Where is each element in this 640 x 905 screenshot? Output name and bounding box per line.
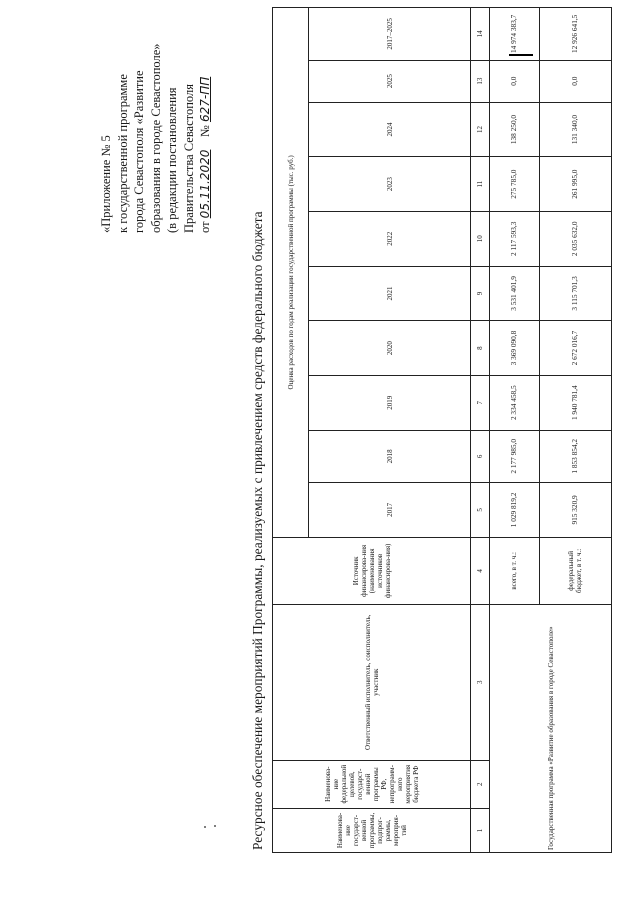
column-number: 3 [471, 604, 490, 760]
appendix-line: «Приложение № 5 [99, 135, 113, 233]
total-value: 2 117 593,3 [490, 211, 539, 266]
appendix-date-line [197, 13, 214, 233]
column-number: 2 [471, 760, 490, 808]
number-label: № [198, 125, 212, 138]
column-number: 12 [471, 102, 490, 157]
scan-speck [204, 826, 206, 828]
year-header: 2017–2025 [309, 8, 471, 61]
federal-value: 1 853 854,2 [539, 430, 611, 483]
year-header: 2019 [309, 375, 471, 430]
ot-label: от [198, 221, 212, 233]
column-number: 6 [471, 430, 490, 483]
year-header: 2021 [309, 266, 471, 321]
resource-table [272, 7, 612, 853]
federal-value: 1 940 781,4 [539, 375, 611, 430]
appendix-line: Правительства Севастополя [181, 84, 196, 233]
year-header: 2020 [309, 321, 471, 376]
year-header: 2018 [309, 430, 471, 483]
total-value: 2 177 985,0 [490, 430, 539, 483]
federal-value: 2 035 632,0 [539, 211, 611, 266]
federal-value: 3 115 701,3 [539, 266, 611, 321]
total-value: 2 334 458,5 [490, 375, 539, 430]
program-name: Государственная программа «Развитие образования в городе Севастополе» [546, 626, 555, 850]
total-value: 138 250,0 [490, 102, 539, 157]
federal-value: 131 340,0 [539, 102, 611, 157]
appendix-line: к государственной программе [115, 74, 130, 233]
federal-value: 261 995,0 [539, 157, 611, 212]
header-federal-program: Наименова-ние федеральной целевой, государст-венной программы РФ, непрограмм-ного мероприятия бюджета РФ [273, 760, 471, 808]
total-value: 1 029 819,2 [490, 483, 539, 538]
column-number: 9 [471, 266, 490, 321]
year-header: 2024 [309, 102, 471, 157]
column-number: 13 [471, 60, 490, 102]
column-number: 1 [471, 808, 490, 852]
federal-value: 12 926 641,5 [539, 8, 611, 61]
total-value: 275 785,0 [490, 157, 539, 212]
column-number: 5 [471, 483, 490, 538]
column-number: 10 [471, 211, 490, 266]
total-value: 0,0 [490, 60, 539, 102]
column-number: 11 [471, 157, 490, 212]
handwritten-date: 05.11.2020 [198, 149, 212, 219]
federal-value: 915 320,9 [539, 483, 611, 538]
federal-value: 2 672 016,7 [539, 321, 611, 376]
header-responsible: Ответственный исполнитель, соисполнитель, участник [273, 604, 471, 760]
total-value: 3 369 090,8 [490, 321, 539, 376]
year-header: 2017 [309, 483, 471, 538]
header-estimate: Оценка расходов по годам реализации государственной программы (тыс. руб.) [273, 8, 309, 538]
header-program-name: Наименова-ние государст-венной программы, подпрог-раммы, мероприя-тий [273, 808, 471, 852]
column-number: 8 [471, 321, 490, 376]
scan-speck [214, 825, 216, 827]
total-value: 3 531 401,9 [490, 266, 539, 321]
program-name-cell [490, 604, 612, 852]
document-heading: Ресурсное обеспечение мероприятий Программы, реализуемых с привлечением средств федерального бюджета [250, 211, 265, 850]
year-header: 2025 [309, 60, 471, 102]
appendix-line: (в редакции постановления [165, 87, 179, 233]
column-number: 14 [471, 8, 490, 61]
appendix-line: образования в городе Севастополе» [148, 43, 163, 233]
year-header: 2023 [309, 157, 471, 212]
appendix-line: города Севастополя «Развитие [132, 70, 146, 233]
appendix-block [98, 13, 214, 233]
year-header: 2022 [309, 211, 471, 266]
total-value: 14 974 383,7 [490, 8, 539, 61]
column-number: 7 [471, 375, 490, 430]
total-label: всего, в т. ч.: [490, 537, 539, 604]
handwritten-number: 627-ПП [198, 76, 212, 123]
federal-value: 0,0 [539, 60, 611, 102]
header-source: Источник финансирова-ния (наименования источников финансирова-ния) [273, 537, 471, 604]
federal-label: федеральный бюджет, в т. ч.: [539, 537, 611, 604]
pen-mark [509, 54, 533, 56]
column-number: 4 [471, 537, 490, 604]
